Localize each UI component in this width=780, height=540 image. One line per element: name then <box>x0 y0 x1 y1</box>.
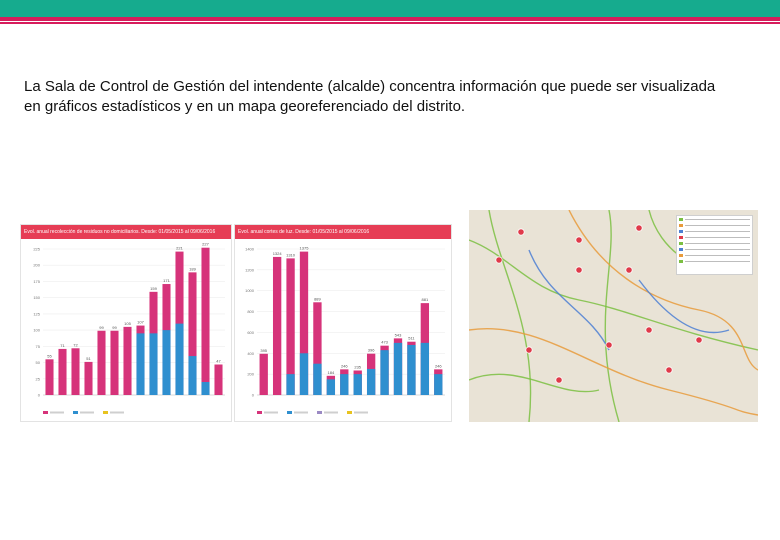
data-label: 55 <box>47 353 52 359</box>
legend-row[interactable] <box>679 223 750 228</box>
data-label: 47 <box>216 358 221 364</box>
y-tick-label: 50 <box>35 360 40 366</box>
data-label: 1375 <box>299 245 309 251</box>
legend-swatch <box>679 242 683 245</box>
data-label: 511 <box>408 335 415 341</box>
legend-swatch <box>347 411 352 414</box>
legend-text-line <box>294 412 308 414</box>
data-label: 184 <box>327 369 335 375</box>
data-label: 396 <box>367 347 375 353</box>
legend-row[interactable] <box>679 247 750 252</box>
map-pin-icon <box>556 377 562 383</box>
bar-segment <box>340 374 348 395</box>
data-label: 72 <box>73 342 78 348</box>
data-label: 71 <box>60 342 65 348</box>
data-label: 171 <box>163 278 170 284</box>
y-tick-label: 175 <box>33 278 40 284</box>
slide-body-text: La Sala de Control de Gestión del intendente (alcalde) concentra información que puede ser visualizada en gráficos estadísticos y en un mapa georeferenciado del distrito. <box>24 78 716 115</box>
top-band-red <box>0 17 780 21</box>
map-road <box>529 250 609 350</box>
legend-swatch <box>679 254 683 257</box>
map-pin-icon <box>646 327 652 333</box>
data-label: 1324 <box>272 250 282 256</box>
data-label: 159 <box>150 285 157 291</box>
y-tick-label: 0 <box>37 392 40 398</box>
bar-segment <box>354 374 362 395</box>
legend-text-line <box>264 412 278 414</box>
data-label: 221 <box>176 245 183 251</box>
legend-row[interactable] <box>679 217 750 222</box>
legend-label-line <box>685 237 750 238</box>
data-label: 246 <box>340 363 348 369</box>
legend-label-line <box>685 261 750 262</box>
bar <box>71 348 79 395</box>
bar <box>58 349 66 395</box>
legend-row[interactable] <box>679 259 750 264</box>
legend-label-line <box>685 243 750 244</box>
map-pin-icon <box>606 342 612 348</box>
bar-segment <box>367 369 375 395</box>
bar-segment <box>394 343 402 395</box>
y-tick-label: 100 <box>33 327 40 333</box>
map-road <box>469 374 599 391</box>
legend-text-line <box>324 412 338 414</box>
y-tick-label: 1000 <box>245 288 254 294</box>
legend-swatch <box>679 224 683 227</box>
chart-title-waste: Evol. anual recolección de residuos no domiciliarios. Desde: 01/05/2015 al 09/06/2016 <box>21 225 231 239</box>
bar <box>110 331 118 395</box>
data-label: 543 <box>394 332 402 338</box>
chart-panel-power <box>234 224 452 422</box>
data-label: 395 <box>260 347 268 353</box>
map-pin-icon <box>496 257 502 263</box>
bar-segment <box>407 345 415 395</box>
top-band-teal <box>0 0 780 17</box>
legend-swatch <box>43 411 48 414</box>
top-band-thin <box>0 22 780 24</box>
y-tick-label: 150 <box>33 295 40 301</box>
data-label: 99 <box>112 324 117 330</box>
data-label: 105 <box>124 320 131 326</box>
legend-swatch <box>103 411 108 414</box>
bar-segment <box>313 364 321 395</box>
map-legend[interactable] <box>676 215 753 275</box>
legend-swatch <box>679 230 683 233</box>
legend-label-line <box>685 219 750 220</box>
data-label: 99 <box>99 324 104 330</box>
map-pin-icon <box>626 267 632 273</box>
legend-label-line <box>685 249 750 250</box>
y-tick-label: 1400 <box>245 246 254 252</box>
y-tick-label: 200 <box>247 371 254 377</box>
bar <box>84 362 92 395</box>
y-tick-label: 75 <box>35 343 40 349</box>
data-label: 473 <box>381 339 388 345</box>
legend-text-line <box>110 412 124 414</box>
data-label: 51 <box>86 355 91 361</box>
district-map[interactable] <box>469 210 758 422</box>
bar <box>201 248 209 395</box>
chart-power <box>235 239 451 421</box>
data-label: 235 <box>354 364 362 370</box>
bar-segment <box>327 379 335 395</box>
map-pin-icon <box>518 229 524 235</box>
legend-text-line <box>50 412 64 414</box>
bar-segment <box>286 374 294 395</box>
bar-segment <box>188 356 196 395</box>
legend-row[interactable] <box>679 241 750 246</box>
y-tick-label: 0 <box>251 392 254 398</box>
legend-row[interactable] <box>679 235 750 240</box>
bar <box>260 354 268 395</box>
y-tick-label: 1200 <box>245 267 254 273</box>
map-pin-icon <box>666 367 672 373</box>
y-tick-label: 600 <box>247 329 254 335</box>
legend-swatch <box>73 411 78 414</box>
bar <box>273 257 281 395</box>
y-tick-label: 800 <box>247 309 254 315</box>
bar <box>123 327 131 395</box>
legend-text-line <box>80 412 94 414</box>
bar-segment <box>201 382 209 395</box>
y-tick-label: 200 <box>33 262 40 268</box>
map-pin-icon <box>696 337 702 343</box>
bar-segment <box>421 343 429 395</box>
bar-segment <box>136 333 144 395</box>
chart-waste <box>21 239 231 421</box>
data-label: 107 <box>137 319 144 325</box>
legend-swatch <box>679 248 683 251</box>
legend-label-line <box>685 225 750 226</box>
legend-swatch <box>287 411 292 414</box>
bar-segment <box>175 324 183 395</box>
map-pin-icon <box>576 267 582 273</box>
legend-swatch <box>679 236 683 239</box>
map-pin-icon <box>526 347 532 353</box>
legend-text-line <box>354 412 368 414</box>
map-pin-icon <box>576 237 582 243</box>
legend-label-line <box>685 255 750 256</box>
chart-title-power: Evol. anual cortes de luz. Desde: 01/05/2015 al 09/06/2016 <box>235 225 451 239</box>
legend-swatch <box>679 260 683 263</box>
data-label: 189 <box>189 266 196 272</box>
data-label: 227 <box>202 241 209 247</box>
legend-row[interactable] <box>679 229 750 234</box>
map-road <box>605 210 619 422</box>
legend-label-line <box>685 231 750 232</box>
legend-swatch <box>317 411 322 414</box>
legend-swatch <box>679 218 683 221</box>
bar-segment <box>380 350 388 395</box>
data-label: 881 <box>421 297 429 303</box>
map-road <box>489 210 531 422</box>
data-label: 246 <box>434 363 442 369</box>
legend-row[interactable] <box>679 253 750 258</box>
bar-segment <box>149 333 157 395</box>
bar-segment <box>434 374 442 395</box>
legend-swatch <box>257 411 262 414</box>
bar-segment <box>162 330 170 395</box>
y-tick-label: 125 <box>33 311 40 317</box>
y-tick-label: 225 <box>33 246 40 252</box>
map-pin-icon <box>636 225 642 231</box>
bar <box>214 365 222 395</box>
y-tick-label: 400 <box>247 350 254 356</box>
y-tick-label: 25 <box>35 376 40 382</box>
data-label: 889 <box>314 296 321 302</box>
bar <box>45 359 53 395</box>
data-label: 1310 <box>286 252 296 258</box>
bar <box>97 331 105 395</box>
bar-segment <box>300 353 308 395</box>
chart-panel-waste <box>20 224 232 422</box>
